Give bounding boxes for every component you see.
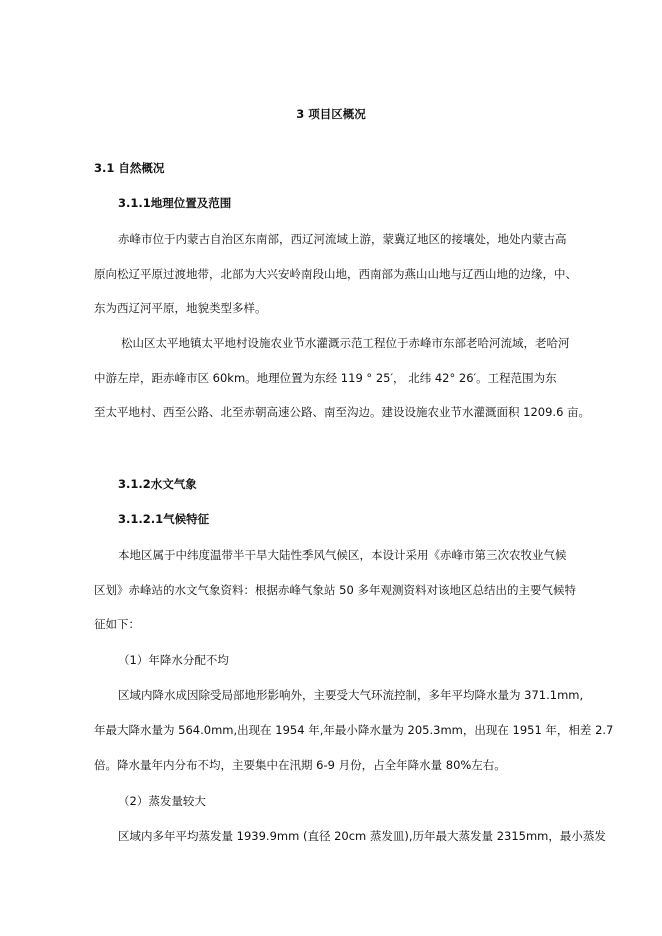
subsection-heading-3-1-1: 3.1.1地理位置及范围	[118, 196, 232, 210]
paragraph-line: 年最大降水量为 564.0mm,出现在 1954 年,年最小降水量为 205.3mm，出现在 1951 年，相差 2.7	[94, 723, 614, 737]
paragraph-line: 区域内降水成因除受局部地形影响外，主要受大气环流控制，多年平均降水量为 371.1mm,	[118, 688, 584, 702]
list-item-heading: （2）蒸发量较大	[118, 794, 206, 808]
paragraph-line: 区划》赤峰站的水文气象资料：根据赤峰气象站 50 多年观测资料对该地区总结出的主要气候特	[94, 583, 576, 597]
paragraph-line: 至太平地村、西至公路、北至赤朝高速公路、南至沟边。建设设施农业节水灌溉面积 1209.6 亩。	[94, 405, 591, 419]
paragraph-line: 原向松辽平原过渡地带，北部为大兴安岭南段山地，西南部为燕山山地与辽西山地的边缘，中、	[94, 267, 577, 281]
list-item-heading: （1）年降水分配不均	[118, 653, 229, 667]
paragraph-line: 征如下：	[94, 617, 140, 631]
subsection-heading-3-1-2-1: 3.1.2.1气候特征	[118, 512, 210, 526]
section-heading-3-1: 3.1 自然概况	[94, 161, 165, 175]
paragraph-line: 松山区太平地镇太平地村设施农业节水灌溉示范工程位于赤峰市东部老哈河流域，老哈河	[121, 336, 570, 350]
paragraph-line: 倍。降水量年内分布不均，主要集中在汛期 6-9 月份，占全年降水量 80%左右。	[94, 758, 506, 772]
paragraph-line: 区域内多年平均蒸发量 1939.9mm (直径 20cm 蒸发皿),历年最大蒸发量 2315mm，最小蒸发	[118, 829, 606, 843]
paragraph-line: 东为西辽河平原，地貌类型多样。	[94, 301, 267, 315]
paragraph-line: 本地区属于中纬度温带半干旱大陆性季风气候区，本设计采用《赤峰市第三次农牧业气候	[118, 548, 567, 562]
chapter-title: 3 项目区概况	[296, 107, 366, 121]
paragraph-line: 中游左岸，距赤峰市区 60km。地理位置为东经 119 ° 25′， 北纬 42° 26′。工程范围为东	[94, 371, 557, 385]
subsection-heading-3-1-2: 3.1.2水文气象	[118, 477, 197, 491]
paragraph-line: 赤峰市位于内蒙古自治区东南部，西辽河流域上游，蒙冀辽地区的接壤处，地处内蒙古高	[118, 232, 567, 246]
